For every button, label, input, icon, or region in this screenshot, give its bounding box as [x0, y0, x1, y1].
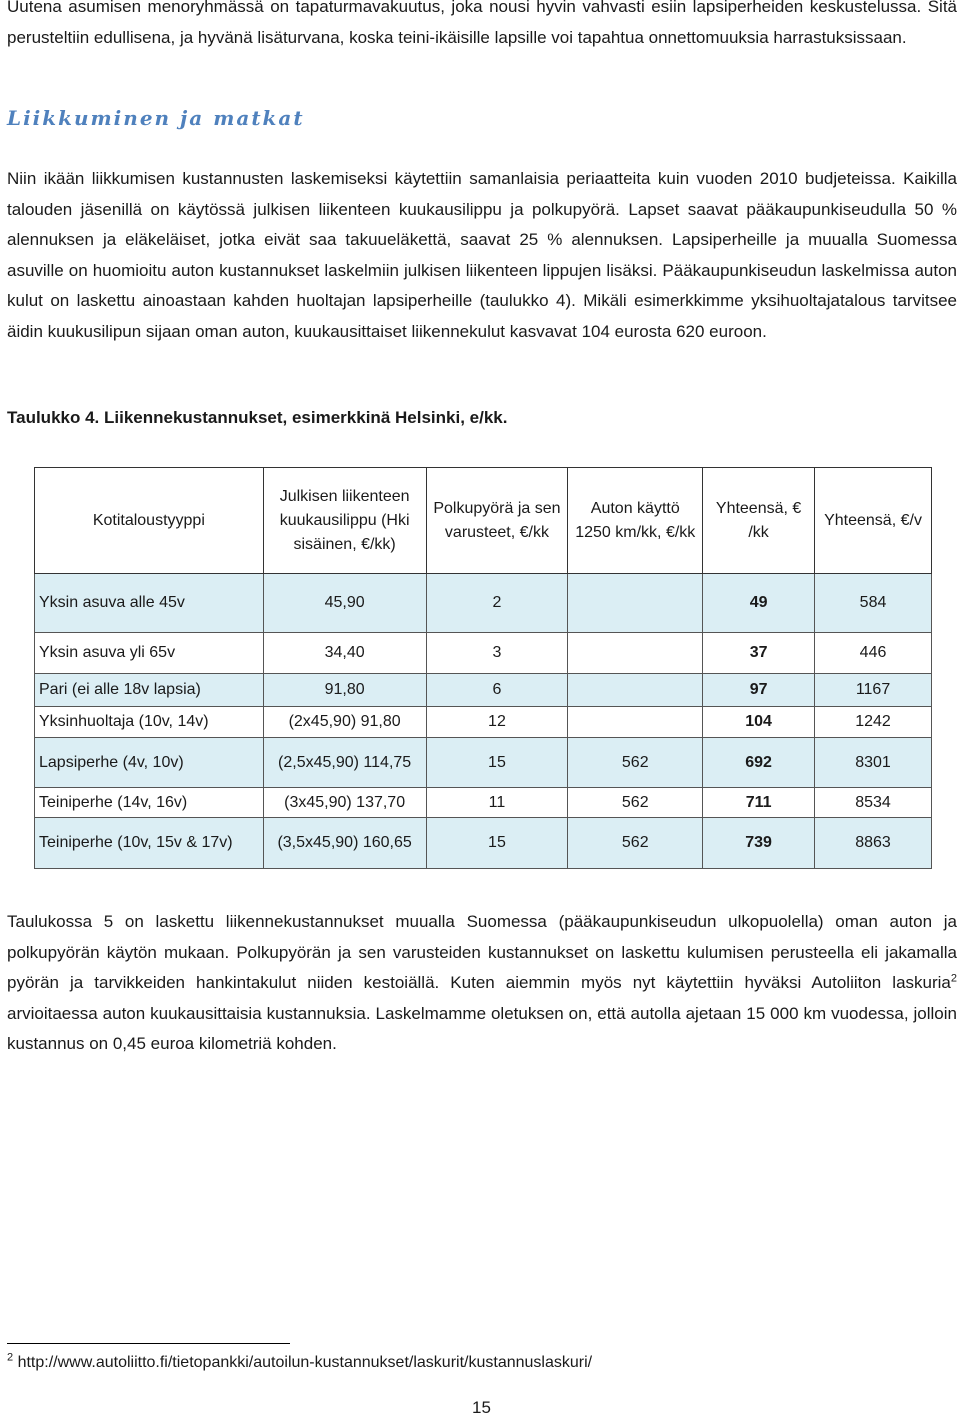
cell-household-type: Teiniperhe (14v, 16v) — [35, 788, 264, 818]
cell-total-month: 711 — [703, 788, 815, 818]
cell-total-year: 1242 — [815, 707, 932, 738]
cell-bicycle-cost: 11 — [426, 788, 568, 818]
table-row — [35, 633, 932, 674]
cell-bicycle-cost: 15 — [426, 738, 568, 788]
cell-total-month: 37 — [703, 633, 815, 674]
cell-bicycle-cost: 12 — [426, 707, 568, 738]
cell-bicycle-cost: 3 — [426, 633, 568, 674]
cell-household-type: Yksinhuoltaja (10v, 14v) — [35, 707, 264, 738]
transport-costs-table — [34, 467, 932, 869]
footnote-link[interactable]: http://www.autoliitto.fi/tietopankki/autoilun-kustannukset/laskurit/kustannuslaskuri/ — [13, 1354, 593, 1371]
cell-total-month: 97 — [703, 674, 815, 707]
table-header-row — [35, 468, 932, 574]
header-car: Auton käyttö 1250 km/kk, €/kk — [568, 468, 703, 574]
table-row — [35, 707, 932, 738]
cell-public-transport-ticket: 34,40 — [263, 633, 426, 674]
cell-household-type: Pari (ei alle 18v lapsia) — [35, 674, 264, 707]
section-heading: Liikkuminen ja matkat — [7, 106, 305, 130]
header-total-month: Yhteensä, € /kk — [703, 468, 815, 574]
cell-car-cost: 562 — [568, 738, 703, 788]
cell-public-transport-ticket: 45,90 — [263, 574, 426, 633]
cell-total-year: 8301 — [815, 738, 932, 788]
table-row — [35, 674, 932, 707]
table-row — [35, 738, 932, 788]
cell-bicycle-cost: 6 — [426, 674, 568, 707]
cell-household-type: Yksin asuva yli 65v — [35, 633, 264, 674]
table-row — [35, 574, 932, 633]
cell-household-type: Yksin asuva alle 45v — [35, 574, 264, 633]
cell-total-year: 584 — [815, 574, 932, 633]
table-row — [35, 818, 932, 869]
header-total-year: Yhteensä, €/v — [815, 468, 932, 574]
cell-total-year: 446 — [815, 633, 932, 674]
cell-car-cost — [568, 574, 703, 633]
footnote-reference[interactable]: 2 — [950, 972, 957, 985]
cell-public-transport-ticket: (2,5x45,90) 114,75 — [263, 738, 426, 788]
page-number: 15 — [472, 1398, 491, 1417]
cell-total-year: 8863 — [815, 818, 932, 869]
cell-total-month: 692 — [703, 738, 815, 788]
cell-bicycle-cost: 15 — [426, 818, 568, 869]
header-household-type: Kotitaloustyyppi — [35, 468, 264, 574]
cell-public-transport-ticket: 91,80 — [263, 674, 426, 707]
cell-car-cost: 562 — [568, 818, 703, 869]
cell-car-cost: 562 — [568, 788, 703, 818]
table-row — [35, 788, 932, 818]
table5-paragraph — [7, 907, 957, 1060]
footnote-number: 2 — [7, 1351, 14, 1364]
header-bicycle: Polkupyörä ja sen varusteet, €/kk — [426, 468, 568, 574]
cell-total-month: 49 — [703, 574, 815, 633]
table5-text-after: arvioitaessa auton kuukausittaisia kustannuksia. Laskelmamme oletuksen on, että autolla ajetaan 15 000 km vuodessa, jolloin kustannus on 0,45 euroa kilometriä kohden. — [7, 1003, 957, 1054]
cell-public-transport-ticket: (3x45,90) 137,70 — [263, 788, 426, 818]
cell-bicycle-cost: 2 — [426, 574, 568, 633]
cell-public-transport-ticket: (3,5x45,90) 160,65 — [263, 818, 426, 869]
footnote — [7, 1351, 593, 1372]
movement-paragraph: Niin ikään liikkumisen kustannusten laskemiseksi käytettiin samanlaisia periaatteita kuin vuoden 2010 budjeteissa. Kaikilla talouden jäsenillä on käytössä julkisen liikenteen kuukausilippu ja polkupyörä. Lapset saavat pääkaupunkiseudulla 50 % alennuksen ja eläkeläiset, jotka eivät saa takuueläkettä, saavat 25 % alennuksen. Lapsiperheille ja muualla Suomessa asuville on huomioitu auton kustannukset laskelmiin julkisen liikenteen lippujen lisäksi. Pääkaupunkiseudun laskelmissa auton kulut on laskettu ainoastaan kahden huoltajan lapsiperheille (taulukko 4). Mikäli esimerkkimme yksihuoltajatalous tarvitsee äidin kuukusilipun sijaan oman auton, kuukausittaiset liikennekulut kasvavat 104 eurosta 620 euroon. — [7, 169, 957, 341]
table-caption: Taulukko 4. Liikennekustannukset, esimerkkinä Helsinki, e/kk. — [7, 408, 508, 427]
cell-public-transport-ticket: (2x45,90) 91,80 — [263, 707, 426, 738]
cell-car-cost — [568, 633, 703, 674]
cell-car-cost — [568, 674, 703, 707]
cell-car-cost — [568, 707, 703, 738]
cell-household-type: Lapsiperhe (4v, 10v) — [35, 738, 264, 788]
cell-total-month: 104 — [703, 707, 815, 738]
cell-total-year: 8534 — [815, 788, 932, 818]
intro-paragraph: Uutena asumisen menoryhmässä on tapaturmavakuutus, joka nousi hyvin vahvasti esiin lapsiperheiden keskustelussa. Sitä perusteltiin edullisena, ja hyvänä lisäturvana, koska teini-ikäisille lapsille voi tapahtua onnettomuuksia harrastuksissaan. — [7, 0, 957, 47]
cell-total-month: 739 — [703, 818, 815, 869]
header-public-transport: Julkisen liikenteen kuukausilippu (Hki sisäinen, €/kk) — [263, 468, 426, 574]
cell-household-type: Teiniperhe (10v, 15v & 17v) — [35, 818, 264, 869]
table5-text-before: Taulukossa 5 on laskettu liikennekustannukset muualla Suomessa (pääkaupunkiseudun ulkopuolella) oman auton ja polkupyörän käytön mukaan. Polkupyörän ja sen varusteiden kustannukset on laskettu kulumisen perusteella eli jakamalla pyörän ja tarvikkeiden hankintakulut niiden kestoiällä. Kuten aiemmin myös nyt käytettiin hyväksi Autoliiton laskuria — [7, 912, 957, 993]
footnote-divider — [7, 1343, 290, 1344]
cell-total-year: 1167 — [815, 674, 932, 707]
